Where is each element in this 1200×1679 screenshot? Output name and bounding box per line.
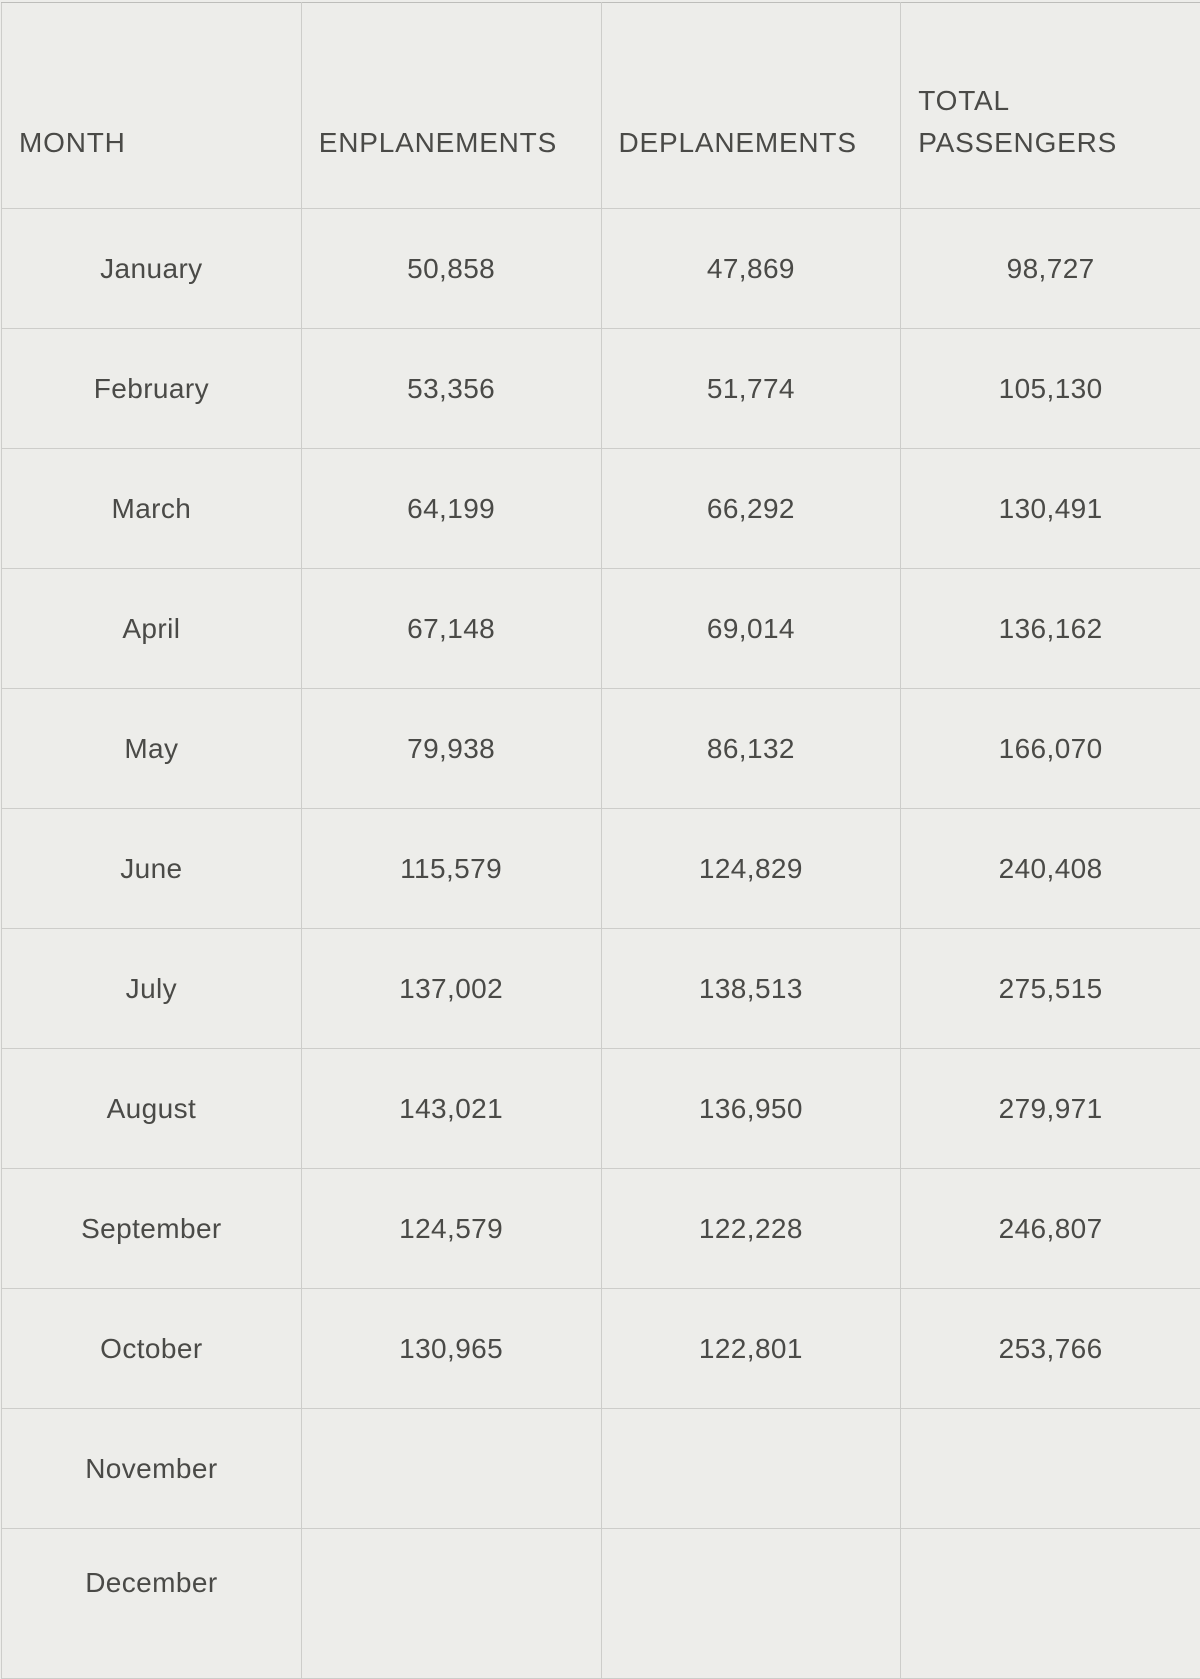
header-row (2, 3, 1200, 209)
cell-enplanements: 67,148 (301, 569, 601, 689)
table-row (2, 449, 1200, 569)
cell-month: April (2, 569, 302, 689)
cell-deplanements: 51,774 (601, 329, 901, 449)
passenger-statistics-table (1, 2, 1200, 1679)
cell-total-passengers: 105,130 (901, 329, 1200, 449)
header-total-passengers: TOTAL PASSENGERS (901, 3, 1200, 209)
cell-month: July (2, 929, 302, 1049)
cell-enplanements: 79,938 (301, 689, 601, 809)
cell-month: September (2, 1169, 302, 1289)
cell-enplanements: 115,579 (301, 809, 601, 929)
cell-enplanements (301, 1409, 601, 1529)
cell-total-passengers: 240,408 (901, 809, 1200, 929)
cell-enplanements: 53,356 (301, 329, 601, 449)
table-row (2, 689, 1200, 809)
cell-total-passengers: 253,766 (901, 1289, 1200, 1409)
table-row (2, 809, 1200, 929)
cell-enplanements: 137,002 (301, 929, 601, 1049)
cell-month: June (2, 809, 302, 929)
cell-deplanements: 66,292 (601, 449, 901, 569)
cell-total-passengers: 130,491 (901, 449, 1200, 569)
table-row (2, 1169, 1200, 1289)
cell-enplanements: 130,965 (301, 1289, 601, 1409)
cell-deplanements: 138,513 (601, 929, 901, 1049)
cell-total-passengers (901, 1409, 1200, 1529)
cell-month: November (2, 1409, 302, 1529)
cell-deplanements: 47,869 (601, 209, 901, 329)
table-body (2, 209, 1200, 1679)
cell-deplanements: 136,950 (601, 1049, 901, 1169)
cell-total-passengers: 136,162 (901, 569, 1200, 689)
cell-deplanements: 86,132 (601, 689, 901, 809)
table-header (2, 3, 1200, 209)
cell-month: December (2, 1529, 302, 1679)
table-row (2, 209, 1200, 329)
cell-month: March (2, 449, 302, 569)
header-deplanements: DEPLANEMENTS (601, 3, 901, 209)
table-row (2, 329, 1200, 449)
cell-month: February (2, 329, 302, 449)
table-row (2, 1409, 1200, 1529)
cell-total-passengers: 98,727 (901, 209, 1200, 329)
cell-total-passengers: 275,515 (901, 929, 1200, 1049)
cell-enplanements: 143,021 (301, 1049, 601, 1169)
cell-month: May (2, 689, 302, 809)
header-enplanements: ENPLANEMENTS (301, 3, 601, 209)
header-month: MONTH (2, 3, 302, 209)
cell-enplanements: 50,858 (301, 209, 601, 329)
cell-deplanements (601, 1409, 901, 1529)
cell-month: October (2, 1289, 302, 1409)
table-row (2, 1289, 1200, 1409)
cell-enplanements: 124,579 (301, 1169, 601, 1289)
cell-deplanements: 69,014 (601, 569, 901, 689)
cell-total-passengers: 279,971 (901, 1049, 1200, 1169)
cell-total-passengers: 246,807 (901, 1169, 1200, 1289)
table-row (2, 929, 1200, 1049)
cell-deplanements: 124,829 (601, 809, 901, 929)
table-row (2, 569, 1200, 689)
cell-enplanements: 64,199 (301, 449, 601, 569)
table-row (2, 1049, 1200, 1169)
cell-month: January (2, 209, 302, 329)
cell-deplanements: 122,228 (601, 1169, 901, 1289)
cell-deplanements: 122,801 (601, 1289, 901, 1409)
cell-total-passengers: 166,070 (901, 689, 1200, 809)
cell-month: August (2, 1049, 302, 1169)
